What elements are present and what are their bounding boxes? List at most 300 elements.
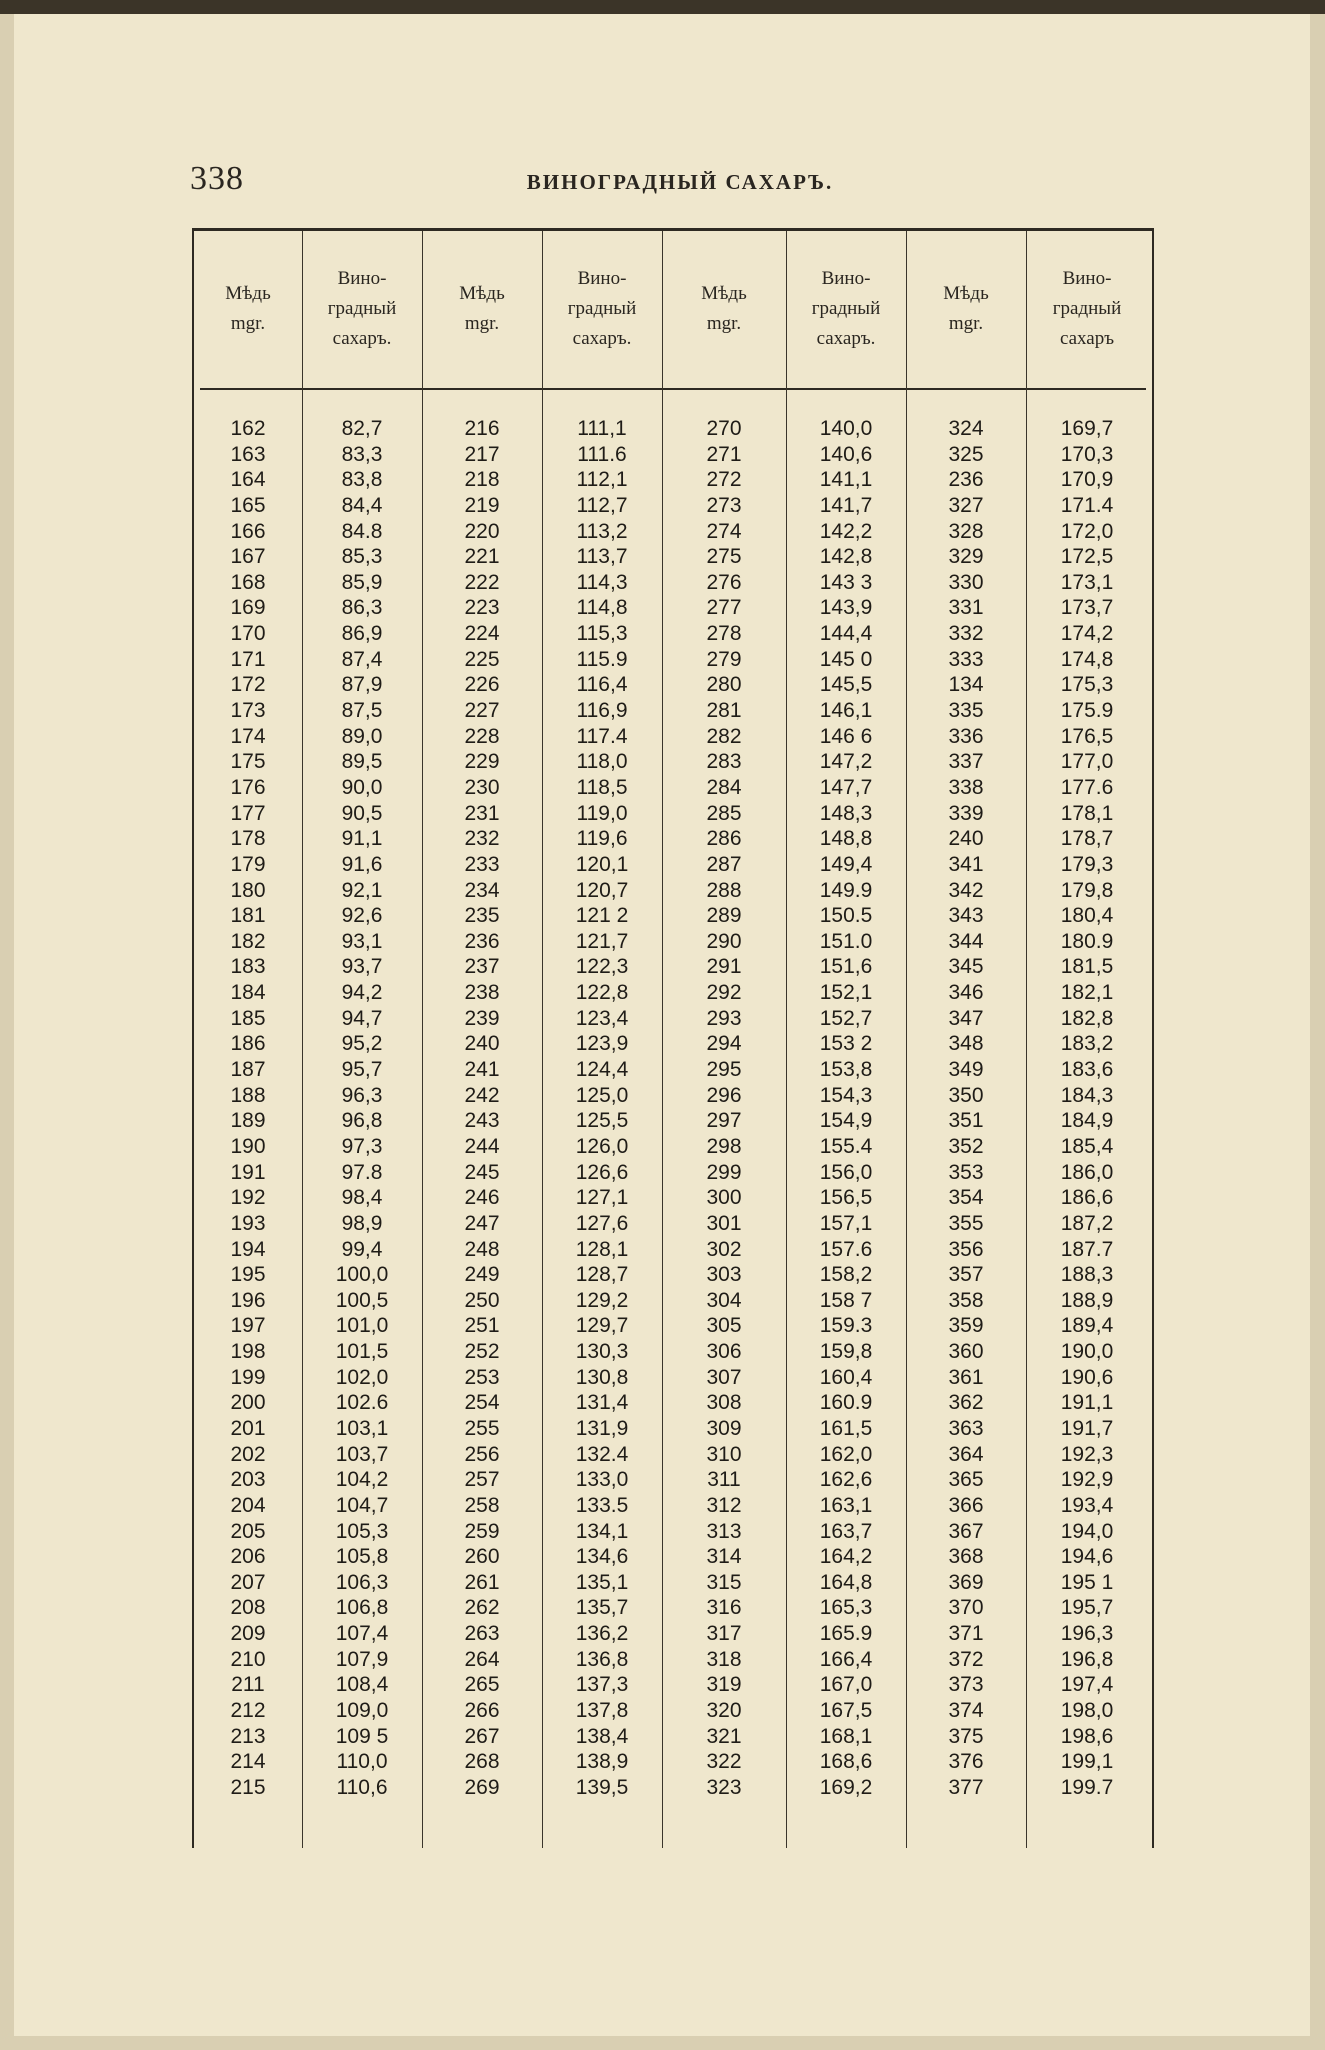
header-line: mgr.: [948, 312, 984, 334]
table-cell: 314: [706, 1545, 742, 1569]
table-cell: 166: [230, 519, 266, 543]
table-cell: 152,1: [819, 981, 873, 1005]
table-cell: 351: [948, 1109, 984, 1133]
table-cell: 173,7: [1060, 596, 1114, 620]
table-cell: 170: [230, 622, 266, 646]
table-cell: 238: [464, 981, 500, 1005]
table-cell: 135,7: [575, 1596, 629, 1620]
table-cell: 198: [230, 1340, 266, 1364]
table-cell: 194: [230, 1237, 266, 1261]
grape-sugar-header: [302, 231, 422, 386]
table-cell: 313: [706, 1519, 742, 1543]
grape-sugar-column: [542, 416, 662, 1801]
table-cell: 332: [948, 622, 984, 646]
table-cell: 101,5: [335, 1340, 389, 1364]
table-cell: 207: [230, 1570, 266, 1594]
table-cell: 185: [230, 1006, 266, 1030]
table-cell: 94,2: [341, 981, 383, 1005]
table-cell: 101,0: [335, 1314, 389, 1338]
table-cell: 181: [230, 904, 266, 928]
table-cell: 87,9: [341, 673, 383, 697]
table-cell: 352: [948, 1134, 984, 1158]
table-cell: 323: [706, 1775, 742, 1799]
table-cell: 120,7: [575, 878, 629, 902]
table-cell: 187: [230, 1058, 266, 1082]
header-line: градный: [567, 297, 637, 319]
table-cell: 160.9: [819, 1391, 873, 1415]
table-cell: 178,7: [1060, 827, 1114, 851]
table-cell: 94,7: [341, 1006, 383, 1030]
table-cell: 227: [464, 699, 500, 723]
table-cell: 171.4: [1060, 493, 1114, 517]
table-cell: 100,0: [335, 1263, 389, 1287]
table-cell: 174: [230, 724, 266, 748]
table-cell: 233: [464, 852, 500, 876]
table-cell: 87,4: [341, 647, 383, 671]
table-cell: 345: [948, 955, 984, 979]
header-line: mgr.: [706, 312, 742, 334]
table-cell: 296: [706, 1083, 742, 1107]
table-cell: 91,1: [341, 827, 383, 851]
table-cell: 141,7: [819, 493, 873, 517]
table-cell: 191,7: [1060, 1416, 1114, 1440]
table-cell: 183: [230, 955, 266, 979]
table-cell: 122,8: [575, 981, 629, 1005]
table-cell: 98,4: [341, 1186, 383, 1210]
table-cell: 186: [230, 1032, 266, 1056]
table-cell: 138,9: [575, 1750, 629, 1774]
table-cell: 143,9: [819, 596, 873, 620]
table-cell: 321: [706, 1724, 742, 1748]
table-cell: 216: [464, 417, 500, 440]
table-cell: 318: [706, 1647, 742, 1671]
table-cell: 172,0: [1060, 519, 1114, 543]
table-cell: 175: [230, 750, 266, 774]
header-rule: [200, 388, 1146, 390]
table-cell: 180.9: [1060, 929, 1114, 953]
table-cell: 97,3: [341, 1134, 383, 1158]
table-cell: 121,7: [575, 929, 629, 953]
table-cell: 260: [464, 1545, 500, 1569]
table-cell: 193: [230, 1211, 266, 1235]
table-cell: 302: [706, 1237, 742, 1261]
table-cell: 272: [706, 468, 742, 492]
header-line: Мѣдь: [459, 282, 505, 304]
table-cell: 126,0: [575, 1134, 629, 1158]
table-cell: 281: [706, 699, 742, 723]
table-cell: 348: [948, 1032, 984, 1056]
table-cell: 266: [464, 1699, 500, 1723]
table-cell: 341: [948, 852, 984, 876]
table-cell: 350: [948, 1083, 984, 1107]
table-cell: 148,3: [819, 801, 873, 825]
table-cell: 159.3: [819, 1314, 873, 1338]
table-cell: 306: [706, 1340, 742, 1364]
page-number: 338: [190, 160, 244, 197]
table-cell: 364: [948, 1442, 984, 1466]
table-cell: 134: [948, 673, 984, 697]
table-cell: 121 2: [575, 904, 629, 928]
table-cell: 126,6: [575, 1160, 629, 1184]
table-cell: 164: [230, 468, 266, 492]
table-cell: 336: [948, 724, 984, 748]
table-cell: 145,5: [819, 673, 873, 697]
table-cell: 186,6: [1060, 1186, 1114, 1210]
table-cell: 208: [230, 1596, 266, 1620]
table-cell: 374: [948, 1699, 984, 1723]
table-cell: 100,5: [335, 1288, 389, 1312]
table-cell: 236: [464, 929, 500, 953]
table-cell: 366: [948, 1493, 984, 1517]
table-cell: 339: [948, 801, 984, 825]
table-cell: 303: [706, 1263, 742, 1287]
table-cell: 115.9: [576, 647, 628, 671]
table-cell: 167: [230, 545, 266, 569]
copper-mgr-column: [906, 416, 1026, 1801]
table-cell: 240: [948, 827, 984, 851]
table-cell: 204: [230, 1493, 266, 1517]
table-cell: 123,9: [575, 1032, 629, 1056]
table-cell: 169: [230, 596, 266, 620]
table-cell: 103,1: [335, 1416, 389, 1440]
grape-sugar-header: [786, 231, 906, 386]
table-cell: 201: [230, 1416, 266, 1440]
table-cell: 199.7: [1060, 1775, 1114, 1799]
table-cell: 86,3: [341, 596, 383, 620]
table-cell: 163: [230, 442, 266, 466]
table-cell: 276: [706, 570, 742, 594]
table-cell: 93,1: [341, 929, 383, 953]
table-cell: 316: [706, 1596, 742, 1620]
table-cell: 116,9: [576, 699, 628, 723]
table-cell: 149.9: [819, 878, 873, 902]
table-cell: 190,6: [1060, 1365, 1114, 1389]
table-cell: 295: [706, 1058, 742, 1082]
table-cell: 98,9: [341, 1211, 383, 1235]
table-cell: 129,2: [575, 1288, 629, 1312]
table-cell: 167,0: [819, 1673, 873, 1697]
table-cell: 311: [707, 1468, 741, 1492]
header-line: градный: [811, 297, 881, 319]
table-cell: 85,9: [341, 570, 383, 594]
table-cell: 182,8: [1060, 1006, 1114, 1030]
scan-top-border: [0, 0, 1325, 14]
header-line: Мѣдь: [225, 282, 271, 304]
table-cell: 209: [230, 1622, 266, 1646]
table-cell: 140,6: [819, 442, 873, 466]
table-cell: 305: [706, 1314, 742, 1338]
table-cell: 322: [706, 1750, 742, 1774]
table-cell: 182: [230, 929, 266, 953]
table-cell: 90,5: [341, 801, 383, 825]
table-cell: 240: [464, 1032, 500, 1056]
table-cell: 236: [948, 468, 984, 492]
table-cell: 312: [706, 1493, 742, 1517]
table-cell: 218: [464, 468, 500, 492]
table-cell: 131,4: [575, 1391, 629, 1415]
table-cell: 297: [706, 1109, 742, 1133]
table-cell: 235: [464, 904, 500, 928]
table-cell: 182,1: [1060, 981, 1114, 1005]
table-cell: 175.9: [1060, 699, 1114, 723]
table-cell: 252: [464, 1340, 500, 1364]
table-cell: 241: [464, 1058, 500, 1082]
table-cell: 111,1: [577, 417, 627, 440]
table-cell: 178: [230, 827, 266, 851]
table-cell: 211: [231, 1673, 265, 1697]
table-cell: 319: [706, 1673, 742, 1697]
table-cell: 357: [948, 1263, 984, 1287]
table-cell: 197: [230, 1314, 266, 1338]
table-cell: 140,0: [819, 417, 873, 440]
table-cell: 375: [948, 1724, 984, 1748]
table-cell: 269: [464, 1775, 500, 1799]
table-cell: 349: [948, 1058, 984, 1082]
table-cell: 244: [464, 1134, 500, 1158]
table-cell: 139,5: [575, 1775, 629, 1799]
table-cell: 161,5: [819, 1416, 873, 1440]
table-cell: 172,5: [1060, 545, 1114, 569]
table-cell: 165: [230, 493, 266, 517]
table-cell: 195 1: [1060, 1570, 1114, 1594]
table-cell: 113,7: [576, 545, 628, 569]
table-cell: 198,0: [1060, 1699, 1114, 1723]
table-cell: 176,5: [1060, 724, 1114, 748]
table-cell: 180,4: [1060, 904, 1114, 928]
table-cell: 133.5: [575, 1493, 629, 1517]
table-cell: 263: [464, 1622, 500, 1646]
table-cell: 106,3: [335, 1570, 389, 1594]
table-cell: 177: [230, 801, 266, 825]
table-cell: 183,2: [1060, 1032, 1114, 1056]
table-cell: 112,1: [576, 468, 628, 492]
table-cell: 129,7: [575, 1314, 629, 1338]
table-cell: 154,3: [819, 1083, 873, 1107]
table-cell: 91,6: [341, 852, 383, 876]
table-cell: 195: [230, 1263, 266, 1287]
table-cell: 210: [230, 1647, 266, 1671]
table-cell: 96,8: [341, 1109, 383, 1133]
table-cell: 82,7: [341, 417, 383, 440]
table-cell: 329: [948, 545, 984, 569]
table-cell: 361: [948, 1365, 984, 1389]
table-cell: 271: [706, 442, 742, 466]
table-cell: 188: [230, 1083, 266, 1107]
table-cell: 325: [948, 442, 984, 466]
table-cell: 223: [464, 596, 500, 620]
table-cell: 109,0: [335, 1699, 389, 1723]
table-cell: 97.8: [341, 1160, 383, 1184]
table-cell: 304: [706, 1288, 742, 1312]
table-cell: 186,0: [1060, 1160, 1114, 1184]
table-cell: 335: [948, 699, 984, 723]
page-title: ВИНОГРАДНЫЙ САХАРЪ.: [526, 170, 834, 194]
table-cell: 86,9: [341, 622, 383, 646]
table-cell: 108,4: [335, 1673, 389, 1697]
table-cell: 294: [706, 1032, 742, 1056]
table-cell: 358: [948, 1288, 984, 1312]
table-cell: 110,0: [336, 1750, 388, 1774]
table-cell: 328: [948, 519, 984, 543]
table-cell: 191: [230, 1160, 266, 1184]
table-cell: 274: [706, 519, 742, 543]
table-cell: 102,0: [335, 1365, 389, 1389]
table-cell: 137,3: [575, 1673, 629, 1697]
table-cell: 343: [948, 904, 984, 928]
copper-mgr-column: [662, 416, 786, 1801]
table-cell: 147,2: [819, 750, 873, 774]
table-cell: 215: [230, 1775, 266, 1799]
table-cell: 145 0: [819, 647, 873, 671]
table-cell: 213: [230, 1724, 266, 1748]
table-cell: 365: [948, 1468, 984, 1492]
table-cell: 188,9: [1060, 1288, 1114, 1312]
table-cell: 167,5: [819, 1699, 873, 1723]
table-cell: 162: [230, 417, 266, 440]
copper-mgr-header: [194, 231, 302, 386]
table-cell: 195,7: [1060, 1596, 1114, 1620]
table-cell: 199,1: [1060, 1750, 1114, 1774]
table-cell: 243: [464, 1109, 500, 1133]
table-cell: 199: [230, 1365, 266, 1389]
table-cell: 185,4: [1060, 1134, 1114, 1158]
table-cell: 247: [464, 1211, 500, 1235]
table-cell: 324: [948, 417, 984, 440]
table-cell: 153,8: [819, 1058, 873, 1082]
table-cell: 194,6: [1060, 1545, 1114, 1569]
table-cell: 196: [230, 1288, 266, 1312]
grape-sugar-column: [1026, 416, 1148, 1801]
table-cell: 253: [464, 1365, 500, 1389]
table-cell: 127,6: [575, 1211, 629, 1235]
table-cell: 110,6: [336, 1775, 388, 1799]
table-cell: 125,0: [575, 1083, 629, 1107]
table-cell: 330: [948, 570, 984, 594]
table-cell: 128,7: [575, 1263, 629, 1287]
table-cell: 156,0: [819, 1160, 873, 1184]
table-cell: 135,1: [575, 1570, 629, 1594]
table-cell: 96,3: [341, 1083, 383, 1107]
table-cell: 130,8: [575, 1365, 629, 1389]
table-cell: 197,4: [1060, 1673, 1114, 1697]
grape-sugar-header: [1026, 231, 1148, 386]
table-cell: 137,8: [575, 1699, 629, 1723]
table-cell: 178,1: [1060, 801, 1114, 825]
table-cell: 105,3: [335, 1519, 389, 1543]
table-cell: 106,8: [335, 1596, 389, 1620]
table-cell: 284: [706, 775, 742, 799]
table-cell: 104,2: [335, 1468, 389, 1492]
table-cell: 183,6: [1060, 1058, 1114, 1082]
table-cell: 151,6: [819, 955, 873, 979]
table-cell: 346: [948, 981, 984, 1005]
header-line: градный: [1052, 297, 1122, 319]
table-cell: 90,0: [341, 775, 383, 799]
table-cell: 134,6: [575, 1545, 629, 1569]
table-cell: 320: [706, 1699, 742, 1723]
table-cell: 205: [230, 1519, 266, 1543]
table-cell: 265: [464, 1673, 500, 1697]
table-cell: 310: [706, 1442, 742, 1466]
table-cell: 331: [948, 596, 984, 620]
table-cell: 154,9: [819, 1109, 873, 1133]
table-cell: 136,8: [575, 1647, 629, 1671]
table-cell: 136,2: [575, 1622, 629, 1646]
table-cell: 245: [464, 1160, 500, 1184]
table-cell: 298: [706, 1134, 742, 1158]
table-cell: 120,1: [575, 852, 629, 876]
table-cell: 368: [948, 1545, 984, 1569]
table-cell: 170,3: [1060, 442, 1114, 466]
table-cell: 163,7: [819, 1519, 873, 1543]
table-cell: 370: [948, 1596, 984, 1620]
table-cell: 301: [706, 1211, 742, 1235]
table-cell: 279: [706, 647, 742, 671]
table-cell: 188,3: [1060, 1263, 1114, 1287]
table-cell: 132.4: [575, 1442, 629, 1466]
table-cell: 141,1: [819, 468, 873, 492]
table-cell: 142,8: [819, 545, 873, 569]
table-cell: 184,9: [1060, 1109, 1114, 1133]
table-cell: 251: [464, 1314, 500, 1338]
table-cell: 133,0: [575, 1468, 629, 1492]
table-cell: 176: [230, 775, 266, 799]
table-cell: 360: [948, 1340, 984, 1364]
table-cell: 83,3: [341, 442, 383, 466]
table-cell: 168,1: [819, 1724, 873, 1748]
table-cell: 83,8: [341, 468, 383, 492]
table-cell: 165.9: [819, 1622, 873, 1646]
table-cell: 288: [706, 878, 742, 902]
table-cell: 189: [230, 1109, 266, 1133]
table-cell: 200: [230, 1391, 266, 1415]
table-cell: 228: [464, 724, 500, 748]
table-cell: 84,4: [341, 493, 383, 517]
table-cell: 179: [230, 852, 266, 876]
table-cell: 125,5: [575, 1109, 629, 1133]
table-cell: 99,4: [341, 1237, 383, 1261]
table-cell: 134,1: [575, 1519, 629, 1543]
table-cell: 283: [706, 750, 742, 774]
table-cell: 221: [464, 545, 500, 569]
table-cell: 230: [464, 775, 500, 799]
header-line: Вино-: [1062, 267, 1112, 289]
table-cell: 344: [948, 929, 984, 953]
copper-mgr-column: [194, 416, 302, 1801]
table-cell: 155.4: [819, 1134, 873, 1158]
table-cell: 234: [464, 878, 500, 902]
table-cell: 203: [230, 1468, 266, 1492]
table-cell: 150.5: [819, 904, 873, 928]
table-cell: 239: [464, 1006, 500, 1030]
table-cell: 206: [230, 1545, 266, 1569]
table-cell: 166,4: [819, 1647, 873, 1671]
table-cell: 146 6: [819, 724, 873, 748]
table-cell: 217: [464, 442, 500, 466]
table-cell: 231: [464, 801, 500, 825]
table-cell: 143 3: [819, 570, 873, 594]
table-cell: 179,8: [1060, 878, 1114, 902]
table-cell: 293: [706, 1006, 742, 1030]
table-cell: 104,7: [335, 1493, 389, 1517]
table-cell: 151.0: [819, 929, 873, 953]
table-cell: 337: [948, 750, 984, 774]
table-cell: 220: [464, 519, 500, 543]
table-cell: 173: [230, 699, 266, 723]
table-cell: 264: [464, 1647, 500, 1671]
table-cell: 187,2: [1060, 1211, 1114, 1235]
table-cell: 194,0: [1060, 1519, 1114, 1543]
